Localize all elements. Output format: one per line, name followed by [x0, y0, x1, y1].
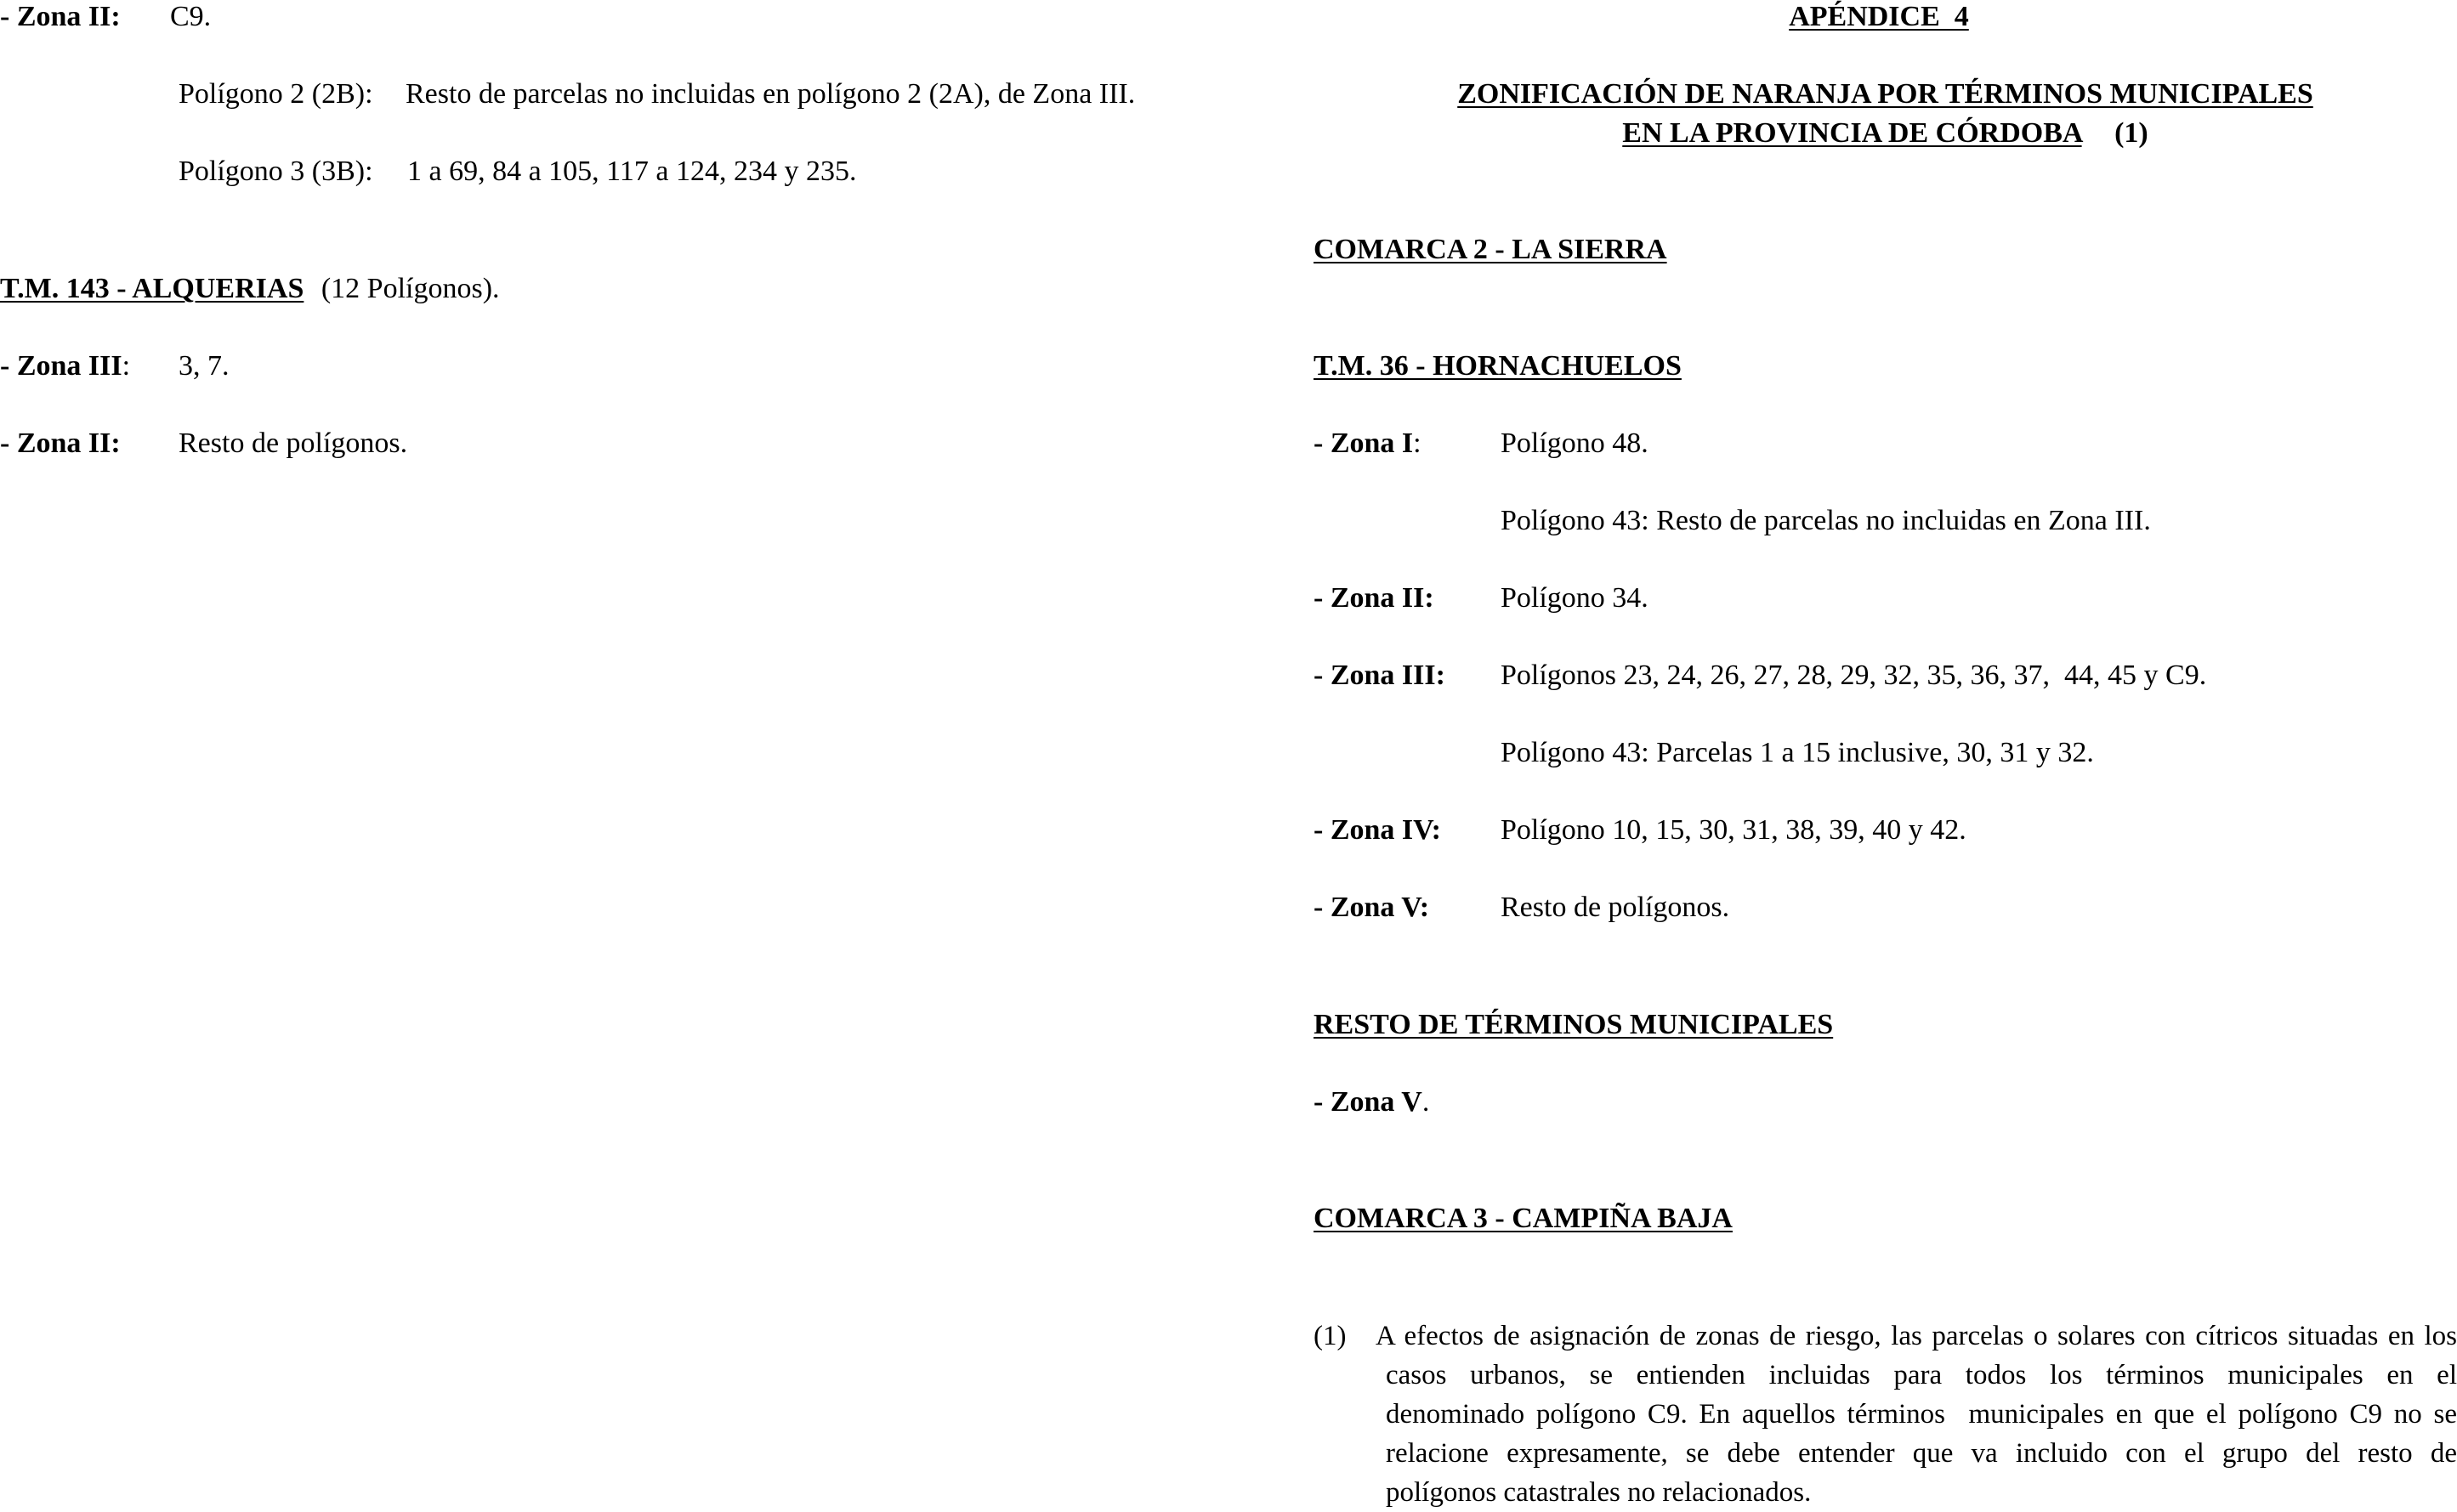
zone-row-4-label: - Zona III: [1314, 660, 1445, 691]
main-title-line2 [1314, 116, 2457, 150]
zone-row-2-value: Polígono 43: Resto de parcelas no incluidas en Zona III. [1501, 505, 2151, 536]
footnote-line-1-text: A efectos de asignación de zonas de riesgo, las parcelas o solares con cítricos situadas en los [1376, 1321, 2457, 1351]
main-title-line1-text: ZONIFICACIÓN DE NARANJA POR TÉRMINOS MUNICIPALES [1457, 78, 2313, 110]
tm143-heading: T.M. 143 - ALQUERIAS [0, 273, 304, 304]
footnote-line-5: polígonos catastrales no relacionados. [1386, 1477, 1812, 1508]
zone-label: - Zona II: [0, 428, 121, 459]
comarca-2-heading: COMARCA 2 - LA SIERRA [1314, 234, 1667, 265]
tm36-heading: T.M. 36 - HORNACHUELOS [1314, 350, 1682, 382]
zone-row-3-label: - Zona II: [1314, 582, 1434, 614]
left-zona-ii-row [0, 427, 121, 461]
zone-label: - Zona II: [0, 1, 121, 32]
zone-row-7-label: - Zona V: [1314, 892, 1430, 923]
footnote-line-1 [1314, 1317, 2457, 1356]
left-top-zone-ii-value: C9. [170, 1, 212, 32]
zone-row-7-value: Resto de polígonos. [1501, 892, 1730, 923]
zone-row-3-value: Polígono 34. [1501, 582, 1648, 614]
footnote-line-3: denominado polígono C9. En aquellos términos municipales en que el polígono C9 no se [1386, 1399, 2457, 1430]
zone-label: - Zona V [1314, 1086, 1422, 1118]
zone-row-6-label: - Zona IV: [1314, 814, 1441, 846]
footnote [1314, 1317, 2457, 1512]
footnote-line-4: relacione expresamente, se debe entender que va incluido con el grupo del resto de [1386, 1438, 2457, 1469]
poligono-3b-label: Polígono 3 (3B): [179, 156, 373, 187]
tm143-heading-row [0, 272, 500, 306]
resto-zona-row [1314, 1085, 1429, 1119]
left-zona-iii-row [0, 349, 130, 383]
footnote-number: (1) [1314, 1321, 1347, 1351]
zone-row-1-value: Polígono 48. [1501, 428, 1648, 459]
zone-label-colon: : [1413, 428, 1421, 459]
left-top-zone-ii-row [0, 0, 121, 34]
zone-label: - Zona I [1314, 428, 1414, 459]
zone-row-4-value: Polígonos 23, 24, 26, 27, 28, 29, 32, 35, 36, 37, 44, 45 y C9. [1501, 660, 2207, 691]
poligono-2b-label: Polígono 2 (2B): [179, 78, 373, 110]
comarca-3-heading: COMARCA 3 - CAMPIÑA BAJA [1314, 1203, 1733, 1234]
poligono-3b-value: 1 a 69, 84 a 105, 117 a 124, 234 y 235. [407, 156, 857, 187]
zone-label-colon: : [122, 350, 131, 382]
tm143-suffix: (12 Polígonos). [321, 273, 500, 304]
main-title-ref: (1) [2114, 117, 2148, 149]
zone-row-1 [1314, 427, 1421, 461]
appendix-title: APÉNDICE 4 [1789, 1, 1969, 32]
left-zona-ii-value: Resto de polígonos. [179, 428, 408, 459]
main-title-line1 [1314, 77, 2457, 111]
left-zona-iii-value: 3, 7. [179, 350, 230, 382]
main-title-line2-text: EN LA PROVINCIA DE CÓRDOBA [1622, 117, 2082, 149]
footnote-line-2: casos urbanos, se entienden incluidas para todos los términos municipales en el [1386, 1360, 2457, 1390]
poligono-2b-value: Resto de parcelas no incluidas en polígono 2 (2A), de Zona III. [406, 78, 1136, 110]
zone-label-suffix: . [1421, 1086, 1430, 1118]
resto-terminos-heading: RESTO DE TÉRMINOS MUNICIPALES [1314, 1009, 1834, 1040]
zone-row-5-value: Polígono 43: Parcelas 1 a 15 inclusive, 30, 31 y 32. [1501, 737, 2094, 768]
zone-row-6-value: Polígono 10, 15, 30, 31, 38, 39, 40 y 42. [1501, 814, 1966, 846]
zone-label: - Zona III [0, 350, 122, 382]
